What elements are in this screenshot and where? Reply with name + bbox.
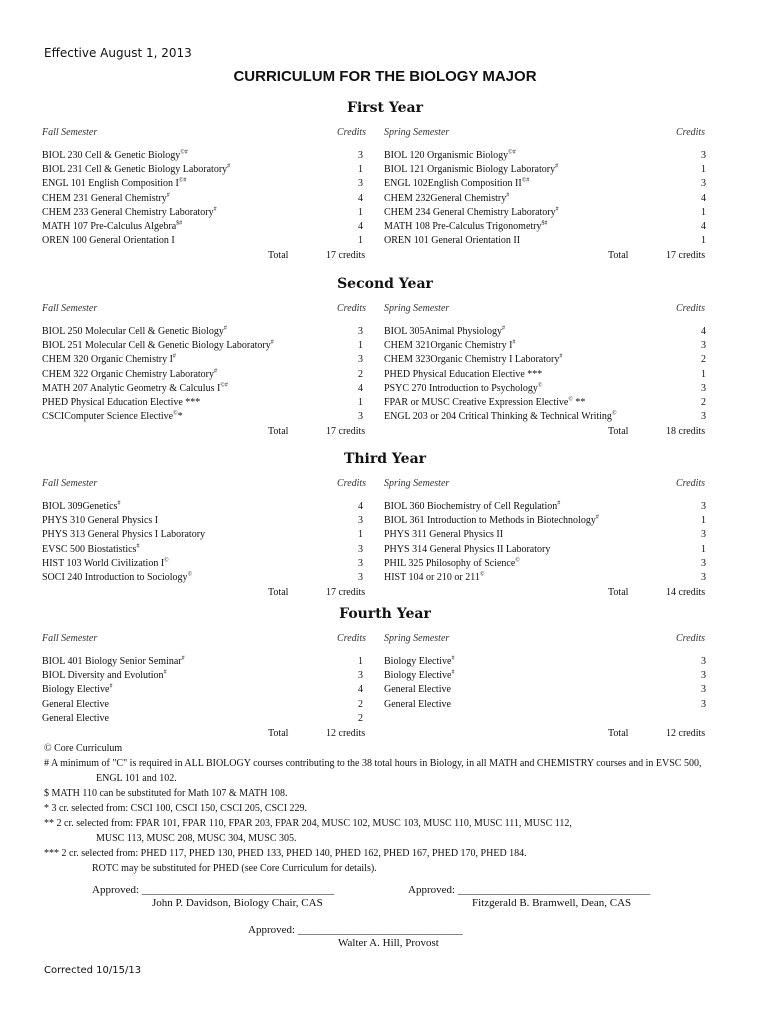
corrected-date: Corrected 10/15/13 [44, 965, 142, 976]
course-mark: # [213, 206, 217, 213]
course-credits: 2 [358, 698, 363, 710]
fall-semester-label: Fall Semester [42, 478, 98, 489]
year-heading: Third Year [343, 451, 427, 467]
course-credits: 2 [701, 397, 706, 408]
course-name: CHEM 322 Organic Chemistry Laboratory [42, 368, 215, 380]
fall-semester-label: Fall Semester [42, 127, 98, 138]
course-name: Biology Elective [42, 684, 110, 696]
course-credits: 2 [701, 354, 706, 366]
course-name: CHEM 232General Chemistry [384, 192, 507, 204]
course-name: General Elective [384, 698, 451, 710]
course-name: PHYS 313 General Physics I Laboratory [42, 529, 206, 541]
course-credits: 1 [701, 368, 706, 380]
course-mark: # [270, 339, 274, 346]
course-name: CHEM 321Organic Chemistry I [384, 340, 513, 352]
course-row [42, 368, 217, 381]
credits-header: Credits [337, 633, 367, 644]
course-name: ENGL 203 or 204 Critical Thinking & Technical Writing [384, 411, 612, 423]
course-name: PHED Physical Education Elective *** [42, 397, 201, 408]
course-mark: # [506, 192, 510, 199]
fall-semester-label: Fall Semester [42, 303, 98, 314]
course-row [42, 571, 192, 584]
course-name: Biology Elective [384, 656, 452, 667]
credits-header: Credits [676, 478, 706, 489]
course-row [42, 557, 169, 570]
course-row [384, 557, 520, 570]
spring-semester-label: Spring Semester [384, 303, 450, 314]
course-row [384, 163, 558, 176]
total-label: Total [268, 250, 289, 262]
course-name: MATH 108 Pre-Calculus Trigonometry [384, 221, 542, 232]
course-name: BIOL Diversity and Evolution [42, 670, 164, 682]
course-row [42, 669, 167, 682]
course-name: OREN 100 General Orientation I [42, 235, 175, 247]
note-rotc: ROTC may be substituted for PHED (see Core Curriculum for details). [92, 863, 377, 874]
course-credits: 1 [701, 543, 706, 555]
course-mark: # [501, 325, 505, 332]
course-name: BIOL 305Animal Physiology [384, 326, 502, 337]
credits-header: Credits [337, 478, 367, 489]
total-credits: 18 credits [666, 426, 706, 438]
course-row [42, 712, 109, 725]
course-row [384, 325, 505, 338]
approval-line-chair: Approved: ___________________________________ [92, 884, 335, 896]
course-name: CHEM 233 General Chemistry Laboratory [42, 206, 214, 218]
course-mark: ©# [508, 149, 516, 156]
course-mark: $# [176, 220, 183, 227]
course-name: MATH 207 Analytic Geometry & Calculus I [42, 382, 221, 394]
course-row [42, 528, 205, 541]
course-name: BIOL 361 Introduction to Methods in Biotechnology [384, 515, 596, 527]
course-name: PHED Physical Education Elective *** [384, 368, 543, 380]
course-name: ENGL 102English Composition II [384, 178, 522, 190]
note-fpar-cont: MUSC 113, MUSC 208, MUSC 304, MUSC 305. [96, 833, 297, 844]
course-credits: 4 [701, 221, 706, 232]
course-row [384, 683, 451, 696]
course-mark: # [595, 514, 599, 521]
course-row [384, 339, 515, 352]
credits-header: Credits [676, 633, 706, 644]
course-row [384, 177, 529, 190]
course-credits: 2 [358, 368, 363, 380]
course-row [384, 206, 559, 219]
course-credits: 3 [701, 411, 706, 423]
course-mark: # [166, 192, 170, 199]
course-row [384, 396, 585, 409]
course-credits: 3 [701, 656, 706, 667]
course-credits: 4 [358, 382, 363, 394]
year-heading: Second Year [337, 276, 433, 292]
course-row [384, 528, 503, 541]
total-label: Total [608, 426, 629, 438]
course-mark: # [136, 543, 140, 550]
course-credits: 3 [358, 178, 363, 190]
course-row [42, 339, 274, 352]
course-credits: 3 [358, 354, 363, 366]
course-mark: # [512, 339, 516, 346]
course-row [42, 500, 120, 513]
course-mark: # [223, 325, 227, 332]
course-name: FPAR or MUSC Creative Expression Elective [384, 397, 569, 408]
course-row [42, 396, 200, 409]
course-name: SOCI 240 Introduction to Sociology [42, 572, 188, 583]
course-mark: # [163, 669, 167, 676]
spring-semester-label: Spring Semester [384, 633, 450, 644]
course-row [42, 163, 230, 176]
course-row [384, 655, 455, 668]
approver-chair: John P. Davidson, Biology Chair, CAS [152, 897, 323, 909]
course-row [384, 382, 542, 395]
year-heading: First Year [347, 100, 423, 116]
course-credits: 3 [701, 557, 706, 569]
course-name: BIOL 360 Biochemistry of Cell Regulation [384, 501, 558, 512]
course-mark: ©# [180, 149, 188, 156]
course-name: BIOL 251 Molecular Cell & Genetic Biology Laboratory [42, 340, 271, 352]
course-mark: $# [541, 220, 548, 227]
course-mark: # [557, 500, 561, 507]
course-credits: 1 [701, 206, 706, 218]
note-core: © Core Curriculum [44, 743, 123, 754]
approver-provost: Walter A. Hill, Provost [338, 937, 439, 949]
total-label: Total [268, 426, 289, 438]
course-credits: 1 [701, 515, 706, 527]
course-row [384, 368, 542, 381]
total-label: Total [608, 728, 629, 739]
course-mark: # [451, 655, 455, 662]
approval-line-dean: Approved: ___________________________________ [408, 884, 651, 896]
course-credits: 1 [358, 529, 363, 541]
course-credits: 3 [358, 557, 363, 569]
fall-semester-label: Fall Semester [42, 633, 98, 644]
course-mark: # [172, 354, 176, 361]
course-row [42, 353, 176, 366]
course-row [42, 410, 183, 423]
note-fpar: ** 2 cr. selected from: FPAR 101, FPAR 110, FPAR 203, FPAR 204, MUSC 102, MUSC 103, MUSC 110, MUSC 111, MUSC 112, [44, 818, 572, 829]
total-credits: 14 credits [666, 587, 706, 599]
course-mark: ©# [521, 178, 530, 185]
course-row [384, 500, 560, 513]
course-credits: 3 [358, 515, 363, 527]
spring-semester-label: Spring Semester [384, 478, 450, 489]
credits-header: Credits [337, 303, 367, 314]
course-mark: # [117, 500, 121, 507]
course-mark: # [559, 354, 563, 361]
course-row [42, 220, 182, 233]
course-credits: 3 [358, 543, 363, 555]
course-name: PHYS 314 General Physics II Laboratory [384, 543, 551, 555]
course-row [384, 220, 548, 233]
course-row [384, 410, 617, 423]
course-name: CHEM 320 Organic Chemistry I [42, 354, 173, 366]
course-credits: 2 [358, 712, 363, 724]
total-credits: 12 credits [666, 728, 706, 739]
course-row [42, 206, 217, 219]
course-name: General Elective [42, 698, 109, 710]
course-credits: 3 [701, 340, 706, 352]
course-credits: 4 [701, 326, 706, 337]
course-row [384, 698, 451, 711]
credits-header: Credits [337, 127, 367, 138]
course-mark: ©# [220, 382, 228, 389]
course-mark: © [515, 557, 520, 564]
course-mark: © [164, 557, 169, 564]
course-credits: 1 [358, 164, 363, 176]
total-credits: 12 credits [326, 728, 366, 739]
course-mark: # [227, 163, 231, 170]
course-credits: 1 [358, 206, 363, 218]
course-name: OREN 101 General Orientation II [384, 235, 521, 247]
course-name: General Elective [384, 684, 451, 696]
course-row [384, 353, 562, 366]
course-credits: 3 [358, 572, 363, 583]
course-mark: ©# [178, 178, 187, 185]
course-credits: 3 [701, 698, 706, 710]
course-credits: 3 [701, 501, 706, 512]
course-extra-mark: ** [572, 397, 586, 408]
course-row [42, 177, 186, 190]
year-heading: Fourth Year [339, 606, 431, 622]
course-extra-mark: * [177, 411, 183, 423]
approver-dean: Fitzgerald B. Bramwell, Dean, CAS [472, 897, 632, 909]
course-credits: 4 [701, 192, 706, 204]
course-name: ENGL 101 English Composition I [42, 178, 179, 190]
course-name: BIOL 121 Organismic Biology Laboratory [384, 164, 556, 176]
course-credits: 3 [701, 382, 706, 394]
course-credits: 3 [701, 150, 706, 161]
course-name: BIOL 231 Cell & Genetic Biology Laboratory [42, 164, 228, 176]
footnotes [44, 741, 701, 876]
effective-date: Effective August 1, 2013 [44, 46, 192, 60]
course-mark: © [537, 382, 543, 389]
credits-header: Credits [676, 303, 706, 314]
course-row [384, 149, 516, 162]
course-credits: 1 [701, 164, 706, 176]
total-credits: 17 credits [326, 587, 366, 599]
course-mark: © [611, 410, 617, 417]
course-mark: # [109, 684, 113, 691]
course-name: CHEM 231 General Chemistry [42, 192, 167, 204]
course-name: CSCIComputer Science Elective [42, 411, 174, 423]
course-name: Biology Elective [384, 670, 452, 682]
note-math: $ MATH 110 can be substituted for Math 107 & MATH 108. [44, 788, 288, 799]
note-min-c-cont: ENGL 101 and 102. [96, 773, 177, 784]
course-credits: 1 [701, 235, 706, 247]
course-row [384, 234, 520, 247]
course-mark: © [568, 396, 573, 403]
note-csci: * 3 cr. selected from: CSCI 100, CSCI 150, CSCI 205, CSCI 229. [44, 803, 308, 814]
course-credits: 3 [701, 684, 706, 696]
total-label: Total [608, 250, 629, 262]
course-name: MATH 107 Pre-Calculus Algebra [42, 221, 177, 232]
total-credits: 17 credits [326, 250, 366, 262]
course-name: CHEM 234 General Chemistry Laboratory [384, 206, 556, 218]
course-credits: 1 [358, 656, 363, 667]
course-row [42, 192, 170, 205]
course-mark: © [479, 571, 485, 578]
total-label: Total [268, 728, 289, 739]
course-credits: 3 [701, 670, 706, 682]
course-name: HIST 103 World Civilization I [42, 557, 165, 569]
course-row [384, 669, 455, 682]
course-name: PSYC 270 Introduction to Psychology [384, 382, 538, 394]
course-row [42, 514, 158, 527]
course-credits: 4 [358, 501, 363, 512]
course-row [384, 543, 550, 556]
course-mark: # [214, 368, 218, 375]
course-name: BIOL 120 Organismic Biology [384, 150, 509, 161]
course-credits: 3 [358, 326, 363, 337]
course-credits: 3 [701, 529, 706, 541]
course-row [42, 149, 188, 162]
note-phed: *** 2 cr. selected from: PHED 117, PHED 130, PHED 133, PHED 140, PHED 162, PHED 167, PHED 170, PHED 184. [44, 848, 527, 859]
course-row [42, 543, 139, 556]
course-row [384, 192, 509, 205]
course-credits: 4 [358, 684, 363, 696]
course-name: BIOL 401 Biology Senior Seminar [42, 656, 182, 667]
course-credits: 4 [358, 221, 363, 232]
document-title: CURRICULUM FOR THE BIOLOGY MAJOR [233, 68, 537, 85]
total-credits: 17 credits [666, 250, 706, 262]
total-label: Total [268, 587, 289, 599]
course-mark: # [451, 669, 455, 676]
course-credits: 1 [358, 235, 363, 247]
course-row [42, 234, 175, 247]
course-credits: 1 [358, 340, 363, 352]
course-name: General Elective [42, 712, 109, 724]
course-row [42, 683, 113, 696]
total-label: Total [608, 587, 629, 599]
course-name: PHYS 311 General Physics II [384, 529, 504, 541]
course-row [384, 514, 599, 527]
course-name: HIST 104 or 210 or 211 [384, 572, 480, 583]
course-mark: © [187, 571, 193, 578]
approval-line-provost: Approved: ______________________________ [248, 924, 463, 936]
course-credits: 3 [358, 411, 363, 423]
total-credits: 17 credits [326, 426, 366, 438]
course-name: BIOL 309Genetics [42, 501, 118, 512]
course-row [384, 571, 484, 584]
course-name: PHYS 310 General Physics I [42, 515, 159, 527]
course-mark: # [555, 206, 559, 213]
credits-header: Credits [676, 127, 706, 138]
course-name: PHIL 325 Philosophy of Science [384, 557, 516, 569]
course-name: BIOL 250 Molecular Cell & Genetic Biology [42, 326, 224, 337]
course-name: EVSC 500 Biostatistics [42, 543, 137, 555]
note-min-c: # A minimum of "C" is required in ALL BIOLOGY courses contributing to the 38 total hours in Biology, in all MATH and CHEMISTRY courses and in EVSC 500, [44, 758, 702, 769]
course-row [42, 382, 228, 395]
course-credits: 4 [358, 192, 363, 204]
course-name: BIOL 230 Cell & Genetic Biology [42, 150, 181, 161]
course-mark: © [173, 410, 178, 417]
course-row [42, 325, 227, 338]
course-credits: 3 [701, 178, 706, 190]
course-mark: # [555, 163, 559, 170]
course-row [42, 655, 185, 668]
course-credits: 3 [358, 150, 363, 161]
course-credits: 3 [358, 670, 363, 682]
course-credits: 3 [701, 572, 706, 583]
course-credits: 1 [358, 397, 363, 408]
course-row [42, 698, 109, 711]
course-name: CHEM 323Organic Chemistry I Laboratory [384, 354, 560, 366]
spring-semester-label: Spring Semester [384, 127, 450, 138]
course-mark: # [181, 655, 185, 662]
